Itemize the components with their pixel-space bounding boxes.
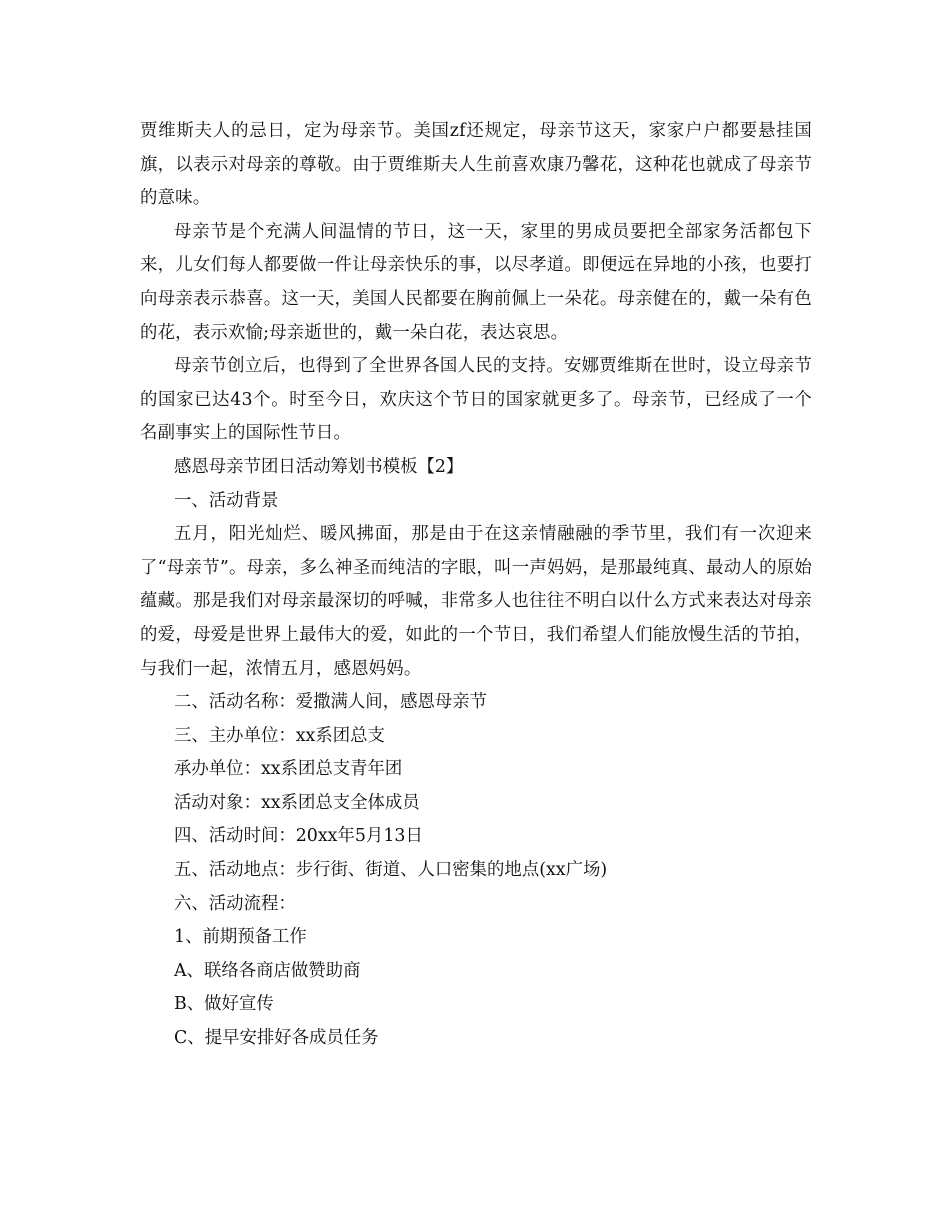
paragraph-customs: 母亲节是个充满人间温情的节日，这一天，家里的男成员要把全部家务活都包下来，儿女们每人都要做一件让母亲快乐的事，以尽孝道。即便远在异地的小孩，也要打向母亲表示恭喜。这一天，美国人民都要在胸前佩上一朵花。母亲健在的，戴一朵有色的花，表示欢愉;母亲逝世的，戴一朵白花，表达哀思。 (140, 221, 812, 343)
background-paragraph: 五月，阳光灿烂、暖风拂面，那是由于在这亲情融融的季节里，我们有一次迎来了“母亲节”。母亲，多么神圣而纯洁的字眼，叫一声妈妈，是那最纯真、最动人的原始蕴藏。那是我们对母亲最深切的呼喊，非常多人也往往不明白以什么方式来表达对母亲的爱，母爱是世界上最伟大的爱，如此的一个节日，我们希望人们能放慢生活的节拍，与我们一起，浓情五月，感恩妈妈。 (140, 524, 812, 679)
paragraph-international: 母亲节创立后，也得到了全世界各国人民的支持。安娜贾维斯在世时，设立母亲节的国家已达43个。时至今日，欢庆这个节日的国家就更多了。母亲节，已经成了一个名副事实上的国际性节日。 (140, 356, 812, 444)
document-body (140, 115, 812, 1056)
paragraph-carnation: 贾维斯夫人的忌日，定为母亲节。美国zf还规定，母亲节这天，家家户户都要悬挂国旗，以表示对母亲的尊敬。由于贾维斯夫人生前喜欢康乃馨花，这种花也就成了母亲节的意味。 (140, 121, 812, 209)
list-item: A、联络各商店做赞助商 (174, 960, 361, 981)
list-item: C、提早安排好各成员任务 (174, 1028, 379, 1049)
list-item: B、做好宣传 (174, 994, 274, 1015)
background-heading: 一、活动背景 (174, 490, 279, 511)
activity-name: 二、活动名称：爱撒满人间，感恩母亲节 (174, 692, 488, 713)
section-title: 感恩母亲节团日活动筹划书模板【2】 (174, 456, 464, 477)
organizer: 三、主办单位：xx系团总支 (174, 725, 385, 746)
activity-time: 四、活动时间：20xx年5月13日 (174, 826, 423, 847)
activity-target: 活动对象：xx系团总支全体成员 (174, 792, 420, 813)
co-organizer: 承办单位：xx系团总支青年团 (174, 759, 403, 780)
activity-location: 五、活动地点：步行街、街道、人口密集的地点(xx广场) (174, 860, 608, 881)
list-item: 1、前期预备工作 (174, 927, 307, 948)
activity-process-heading: 六、活动流程： (174, 893, 296, 914)
